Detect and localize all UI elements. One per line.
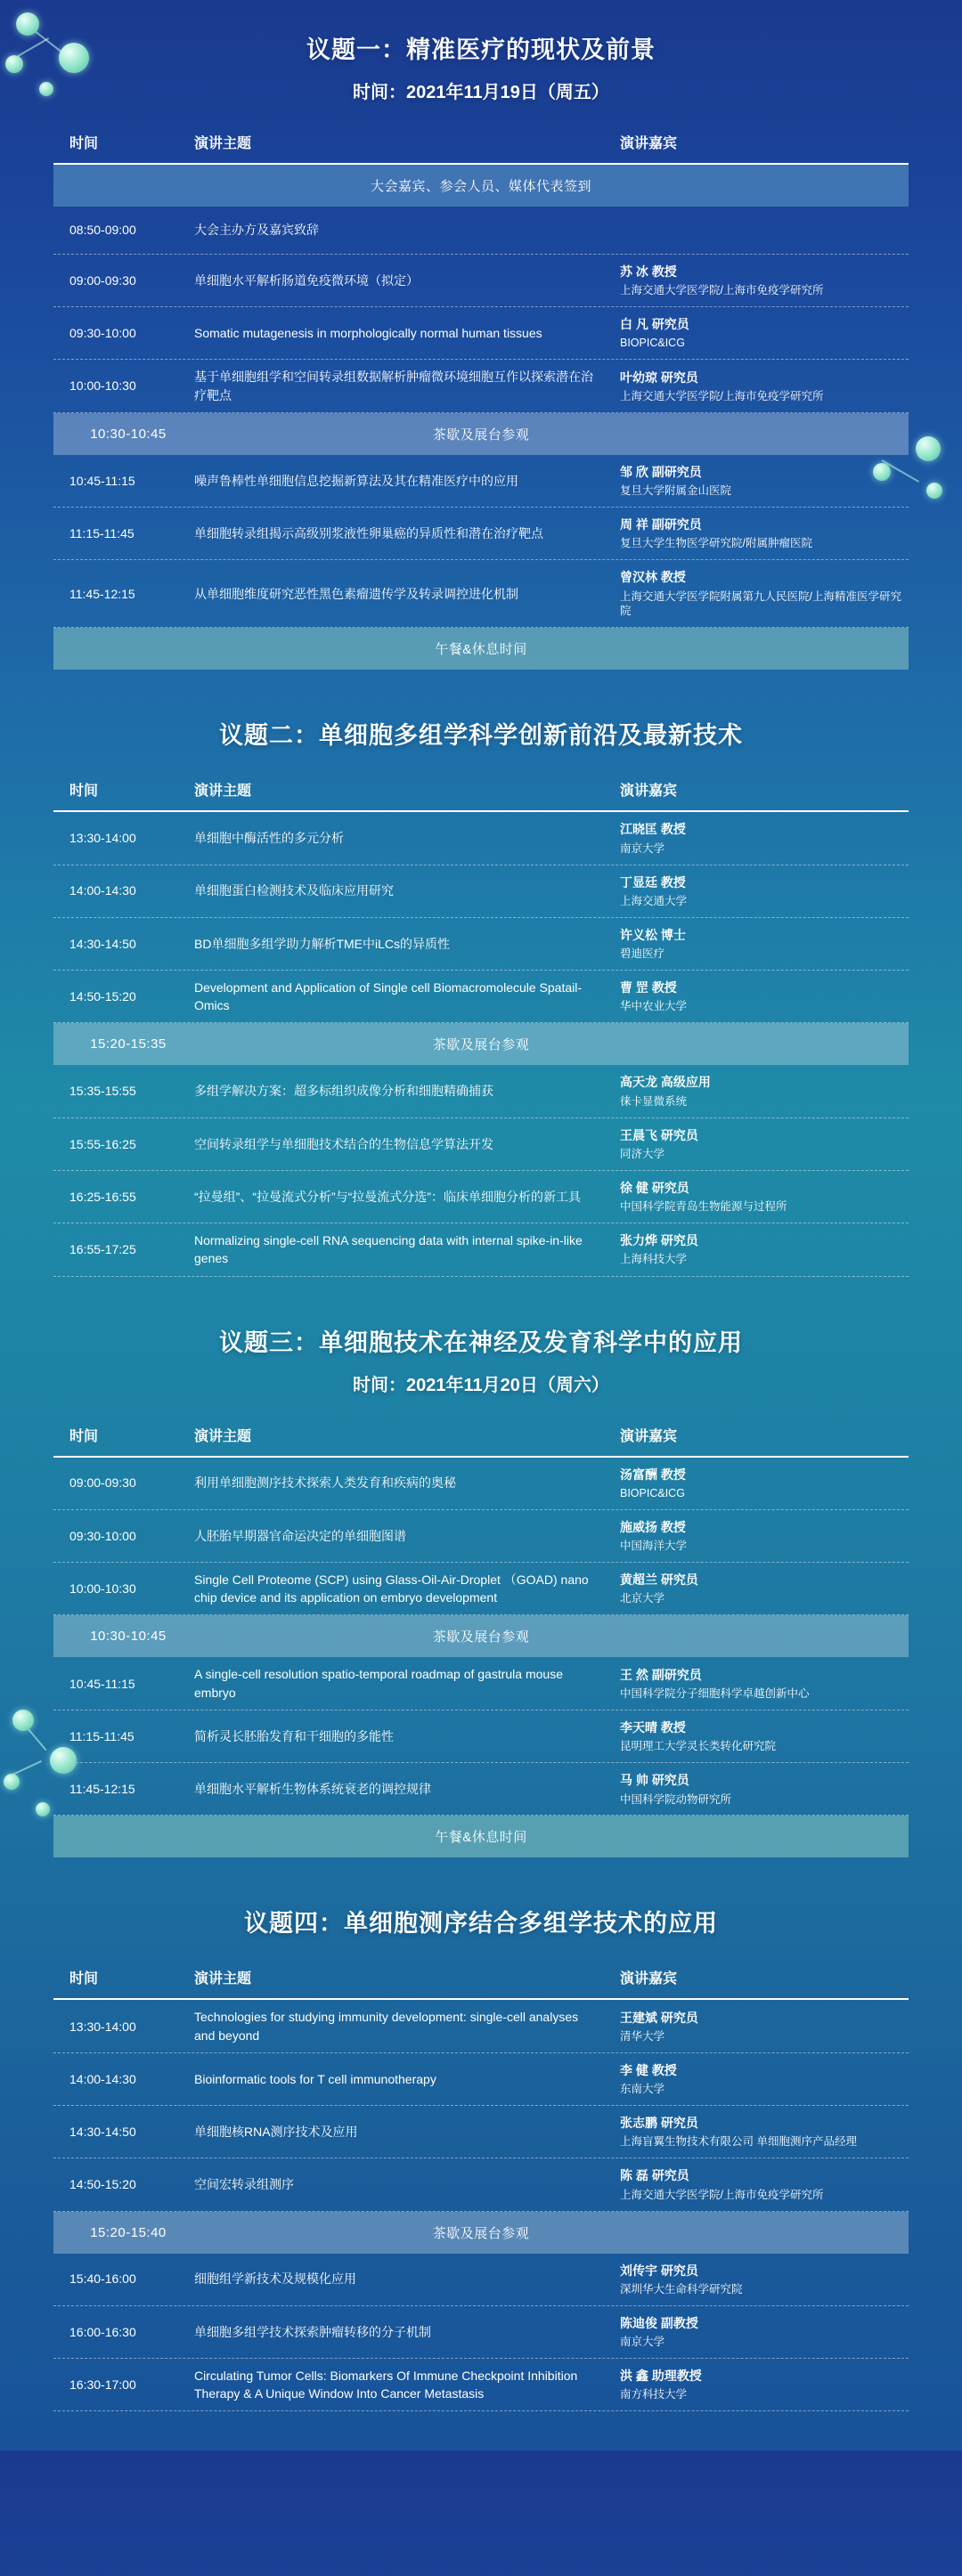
row-time: 15:40-16:00 (69, 2271, 136, 2287)
column-header-topic: 演讲主题 (194, 136, 252, 151)
speaker-name: 叶幼琼 研究员 (620, 370, 698, 385)
row-time: 14:50-15:20 (69, 988, 136, 1004)
table-row (53, 2306, 909, 2359)
row-topic: 单细胞水平解析肠道免疫微环境（拟定） (194, 272, 419, 288)
speaker-name: 周 祥 副研究员 (620, 517, 702, 532)
speaker-name: 张力烨 研究员 (620, 1233, 698, 1248)
table-row (53, 508, 909, 560)
row-time: 11:15-11:45 (69, 526, 135, 541)
row-speaker (615, 2061, 909, 2097)
row-time: 14:30-14:50 (69, 936, 136, 951)
speaker-name: 王 然 副研究员 (620, 1667, 702, 1682)
section-title: 议题三：单细胞技术在神经及发育科学中的应用 (219, 1329, 743, 1356)
row-speaker (615, 1179, 909, 1215)
row-time: 09:30-10:00 (69, 1528, 136, 1543)
speaker-name: 高天龙 高级应用 (620, 1075, 711, 1090)
row-speaker (615, 1771, 909, 1807)
speaker-name: 徐 健 研究员 (620, 1180, 689, 1195)
speaker-name: 江晓匡 教授 (620, 822, 686, 837)
row-time: 10:45-11:15 (69, 1676, 135, 1691)
speaker-name: 许义松 博士 (620, 927, 686, 942)
row-speaker (615, 568, 909, 619)
column-header-speaker: 演讲嘉宾 (620, 136, 678, 151)
row-speaker (615, 2262, 909, 2297)
speaker-name: 曹 罡 教授 (620, 980, 677, 995)
row-speaker (615, 1073, 909, 1109)
table-row (53, 455, 909, 508)
speaker-org: 东南大学 (620, 2083, 665, 2096)
row-topic: 多组学解决方案：超多标组织成像分析和细胞精确捕获 (194, 1084, 493, 1099)
row-time: 16:55-17:25 (69, 1242, 136, 1257)
row-speaker (615, 1231, 909, 1267)
speaker-name: 苏 冰 教授 (620, 264, 677, 279)
row-topic: 人胚胎早期器官命运决定的单细胞图谱 (194, 1528, 406, 1543)
speaker-org: 北京大学 (620, 1592, 665, 1605)
speaker-org: 南方科技大学 (620, 2388, 688, 2401)
row-speaker (615, 926, 909, 962)
row-time: 10:00-10:30 (69, 1581, 136, 1597)
row-topic: Development and Application of Single cell Biomacromolecule Spatail-Omics (194, 979, 583, 1013)
speaker-org: 同济大学 (620, 1147, 665, 1160)
table-header (53, 123, 909, 165)
row-time: 15:55-16:25 (69, 1136, 136, 1151)
speaker-name: 张志鹏 研究员 (620, 2116, 698, 2131)
speaker-name: 陈迪俊 副教授 (620, 2315, 698, 2330)
speaker-name: 陈 磊 研究员 (620, 2168, 689, 2183)
row-speaker (615, 2166, 909, 2202)
row-speaker (615, 263, 909, 298)
row-speaker (615, 1719, 909, 1754)
row-speaker (615, 2114, 909, 2149)
agenda-table (53, 123, 909, 670)
table-row (53, 2254, 909, 2306)
speaker-name: 洪 鑫 助理教授 (620, 2369, 702, 2384)
speaker-name: 丁显廷 教授 (620, 874, 686, 890)
row-speaker (615, 229, 909, 232)
row-topic: 单细胞水平解析生物体系统衰老的调控规律 (194, 1782, 431, 1797)
row-time: 14:50-15:20 (69, 2177, 136, 2192)
table-row (53, 1711, 909, 1763)
speaker-org: 中国科学院分子细胞科学卓越创新中心 (620, 1686, 810, 1700)
row-topic: Circulating Tumor Cells: Biomarkers Of Immune Checkpoint Inhibition Therapy & A Unique Window Into Cancer Metastasis (194, 2368, 578, 2401)
row-topic: 空间转录组学与单细胞技术结合的生物信息学算法开发 (194, 1136, 493, 1151)
table-row (53, 918, 909, 971)
row-topic: 细胞组学新技术及规模化应用 (194, 2271, 356, 2287)
speaker-name: 刘传宇 研究员 (620, 2263, 698, 2278)
speaker-org: 碧迪医疗 (620, 947, 665, 960)
column-header-speaker: 演讲嘉宾 (620, 784, 678, 800)
speaker-org: 中国科学院青岛生物能源与过程所 (620, 1200, 787, 1214)
table-row (53, 865, 909, 918)
row-topic: 空间宏转录组测序 (194, 2177, 294, 2192)
table-header (53, 1958, 909, 2000)
table-row (53, 1510, 909, 1563)
speaker-name: 白 凡 研究员 (620, 317, 689, 332)
row-time: 09:00-09:30 (69, 1475, 136, 1491)
row-topic: 基于单细胞组学和空间转录组数据解析肿瘤微环境细胞互作以探索潜在治疗靶点 (194, 370, 593, 402)
table-row (53, 2053, 909, 2106)
row-time: 11:15-11:45 (69, 1729, 135, 1744)
row-topic: 从单细胞维度研究恶性黑色素瘤遗传学及转录调控进化机制 (194, 586, 518, 601)
row-speaker (615, 1571, 909, 1606)
row-speaker (615, 463, 909, 499)
row-topic: 单细胞蛋白检测技术及临床应用研究 (194, 883, 394, 898)
row-speaker (615, 369, 909, 404)
speaker-org: 复旦大学生物医学研究院/附属肿瘤医院 (620, 537, 812, 550)
table-row (53, 1458, 909, 1510)
table-row (53, 1118, 909, 1171)
agenda-section (0, 1873, 962, 2411)
table-row (53, 1223, 909, 1277)
speaker-org: 上海交通大学医学院附属第九人民医院/上海精准医学研究院 (620, 589, 901, 618)
tea-break-time: 10:30-10:45 (90, 1629, 167, 1645)
info-band: 大会嘉宾、参会人员、媒体代表签到 (53, 165, 909, 207)
table-row (53, 307, 909, 360)
agenda-table (53, 1416, 909, 1858)
row-time: 14:30-14:50 (69, 2125, 136, 2140)
row-time: 10:00-10:30 (69, 378, 136, 394)
speaker-name: 王晨飞 研究员 (620, 1127, 698, 1142)
tea-break-time: 15:20-15:40 (90, 2224, 167, 2240)
speaker-org: 上海交通大学医学院/上海市免疫学研究所 (620, 2188, 824, 2201)
tea-break-band (53, 1023, 909, 1065)
row-time: 16:30-17:00 (69, 2377, 136, 2393)
speaker-org: 昆明理工大学灵长类转化研究院 (620, 1740, 777, 1753)
speaker-org: 清华大学 (620, 2029, 665, 2043)
tea-break-band (53, 2212, 909, 2254)
row-topic: 简析灵长胚胎发育和干细胞的多能性 (194, 1729, 394, 1744)
speaker-org: BIOPIC&ICG (620, 337, 685, 350)
row-topic: 利用单细胞测序技术探索人类发育和疾病的奥秘 (194, 1475, 456, 1491)
row-time: 14:00-14:30 (69, 883, 136, 898)
speaker-name: 王建斌 研究员 (620, 2010, 698, 2025)
speaker-org: 上海科技大学 (620, 1253, 688, 1266)
row-topic: BD单细胞多组学助力解析TME中iLCs的异质性 (194, 936, 451, 951)
speaker-name: 李天晴 教授 (620, 1720, 686, 1735)
row-topic: Bioinformatic tools for T cell immunotherapy (194, 2071, 436, 2086)
section-title: 议题四：单细胞测序结合多组学技术的应用 (244, 1910, 718, 1938)
row-time: 14:00-14:30 (69, 2071, 136, 2086)
row-speaker (615, 1126, 909, 1162)
column-header-time: 时间 (69, 1428, 99, 1444)
table-row (53, 1171, 909, 1223)
row-topic: “拉曼组”、“拉曼流式分析”与“拉曼流式分选”：临床单细胞分析的新工具 (194, 1189, 581, 1204)
row-time: 16:25-16:55 (69, 1189, 136, 1204)
row-time: 11:45-12:15 (69, 1782, 135, 1797)
speaker-org: 复旦大学附属金山医院 (620, 484, 732, 498)
row-speaker (615, 874, 909, 909)
row-topic: 单细胞核RNA测序技术及应用 (194, 2125, 358, 2140)
table-row (53, 2359, 909, 2412)
row-speaker (615, 2009, 909, 2044)
tea-break-label: 茶歇及展台参观 (432, 1629, 530, 1646)
speaker-name: 邹 欣 副研究员 (620, 464, 702, 479)
speaker-org: 中国科学院动物研究所 (620, 1792, 732, 1806)
table-row (53, 1763, 909, 1816)
table-row (53, 2158, 909, 2211)
tea-break-label: 茶歇及展台参观 (432, 2225, 530, 2241)
row-topic: Technologies for studying immunity development: single-cell analyses and beyond (194, 2010, 579, 2043)
speaker-org: BIOPIC&ICG (620, 1486, 685, 1499)
column-header-speaker: 演讲嘉宾 (620, 1428, 678, 1444)
row-speaker (615, 516, 909, 551)
row-speaker (615, 1518, 909, 1554)
table-row (53, 207, 909, 255)
section-subtitle: 时间：2021年11月20日（周六） (353, 1375, 609, 1395)
agenda-section (0, 686, 962, 1276)
speaker-org: 华中农业大学 (620, 1000, 688, 1013)
speaker-name: 马 帅 研究员 (620, 1773, 689, 1788)
row-time: 13:30-14:00 (69, 2019, 136, 2034)
section-title: 议题二：单细胞多组学科学创新前沿及最新技术 (219, 722, 743, 750)
section-title: 议题一：精准医疗的现状及前景 (306, 37, 656, 63)
table-header (53, 1416, 909, 1458)
row-time: 16:00-16:30 (69, 2324, 136, 2339)
table-row (53, 812, 909, 865)
row-speaker (615, 1666, 909, 1702)
row-topic: 大会主办方及嘉宾致辞 (194, 223, 319, 238)
speaker-org: 上海交通大学医学院/上海市免疫学研究所 (620, 389, 824, 402)
tea-break-band (53, 413, 909, 455)
speaker-org: 上海交通大学医学院/上海市免疫学研究所 (620, 284, 824, 297)
table-row (53, 360, 909, 413)
row-speaker (615, 1466, 909, 1501)
speaker-name: 曾汉林 教授 (620, 570, 686, 585)
column-header-speaker: 演讲嘉宾 (620, 1971, 678, 1987)
row-topic: 噪声鲁棒性单细胞信息挖掘新算法及其在精准医疗中的应用 (194, 473, 518, 488)
tea-break-label: 茶歇及展台参观 (432, 427, 530, 443)
table-row (53, 1657, 909, 1711)
row-topic: Single Cell Proteome (SCP) using Glass-Oil-Air-Droplet （GOAD) nano chip device and its application on embryo development (194, 1572, 589, 1605)
row-time: 08:50-09:00 (69, 223, 136, 238)
row-speaker (615, 2367, 909, 2402)
table-header (53, 770, 909, 812)
row-topic: 单细胞多组学技术探索肿瘤转移的分子机制 (194, 2324, 431, 2339)
row-time: 09:00-09:30 (69, 272, 136, 288)
speaker-org: 中国海洋大学 (620, 1540, 688, 1553)
row-topic: Normalizing single-cell RNA sequencing data with internal spike-in-like genes (194, 1232, 583, 1266)
row-speaker (615, 979, 909, 1014)
speaker-name: 李 健 教授 (620, 2063, 677, 2078)
column-header-topic: 演讲主题 (194, 1971, 252, 1987)
agenda-table (53, 1958, 909, 2411)
table-row (53, 2106, 909, 2158)
speaker-name: 黄超兰 研究员 (620, 1572, 698, 1588)
speaker-org: 上海盲翼生物技术有限公司 单细胞测序产品经理 (620, 2135, 857, 2149)
table-row (53, 2000, 909, 2053)
row-topic: Somatic mutagenesis in morphologically normal human tissues (194, 326, 542, 341)
row-time: 09:30-10:00 (69, 326, 136, 341)
row-topic: A single-cell resolution spatio-temporal roadmap of gastrula mouse embryo (194, 1667, 563, 1700)
column-header-topic: 演讲主题 (194, 784, 252, 800)
row-speaker (615, 2314, 909, 2350)
agenda-section (0, 0, 962, 670)
speaker-name: 施威扬 教授 (620, 1519, 686, 1534)
table-row (53, 971, 909, 1024)
lunch-break-band: 午餐&休息时间 (53, 628, 909, 670)
column-header-time: 时间 (69, 784, 99, 800)
row-speaker (615, 820, 909, 856)
row-topic: 单细胞中酶活性的多元分析 (194, 831, 344, 846)
row-time: 11:45-12:15 (69, 586, 135, 601)
column-header-time: 时间 (69, 1971, 99, 1987)
row-time: 13:30-14:00 (69, 831, 136, 846)
speaker-org: 南京大学 (620, 841, 665, 855)
speaker-org: 上海交通大学 (620, 894, 688, 907)
row-time: 10:45-11:15 (69, 473, 135, 488)
speaker-org: 深圳华大生命科学研究院 (620, 2282, 743, 2296)
column-header-topic: 演讲主题 (194, 1428, 252, 1444)
lunch-break-band: 午餐&休息时间 (53, 1816, 909, 1857)
tea-break-time: 15:20-15:35 (90, 1036, 167, 1052)
tea-break-band (53, 1615, 909, 1657)
table-row (53, 560, 909, 628)
tea-break-time: 10:30-10:45 (90, 426, 167, 442)
row-time: 15:35-15:55 (69, 1084, 136, 1099)
column-header-time: 时间 (69, 136, 99, 151)
table-row (53, 255, 909, 307)
agenda-table (53, 770, 909, 1276)
table-row (53, 1563, 909, 1616)
row-topic: 单细胞转录组揭示高级别浆液性卵巢癌的异质性和潜在治疗靶点 (194, 526, 543, 541)
row-speaker (615, 315, 909, 351)
tea-break-label: 茶歇及展台参观 (432, 1037, 530, 1053)
table-row (53, 1065, 909, 1117)
speaker-name: 汤富酬 教授 (620, 1467, 686, 1482)
speaker-org: 南京大学 (620, 2336, 665, 2348)
speaker-org: 徕卡显微系统 (620, 1094, 688, 1108)
section-subtitle: 时间：2021年11月19日（周五） (353, 83, 609, 102)
agenda-section (0, 1293, 962, 1858)
